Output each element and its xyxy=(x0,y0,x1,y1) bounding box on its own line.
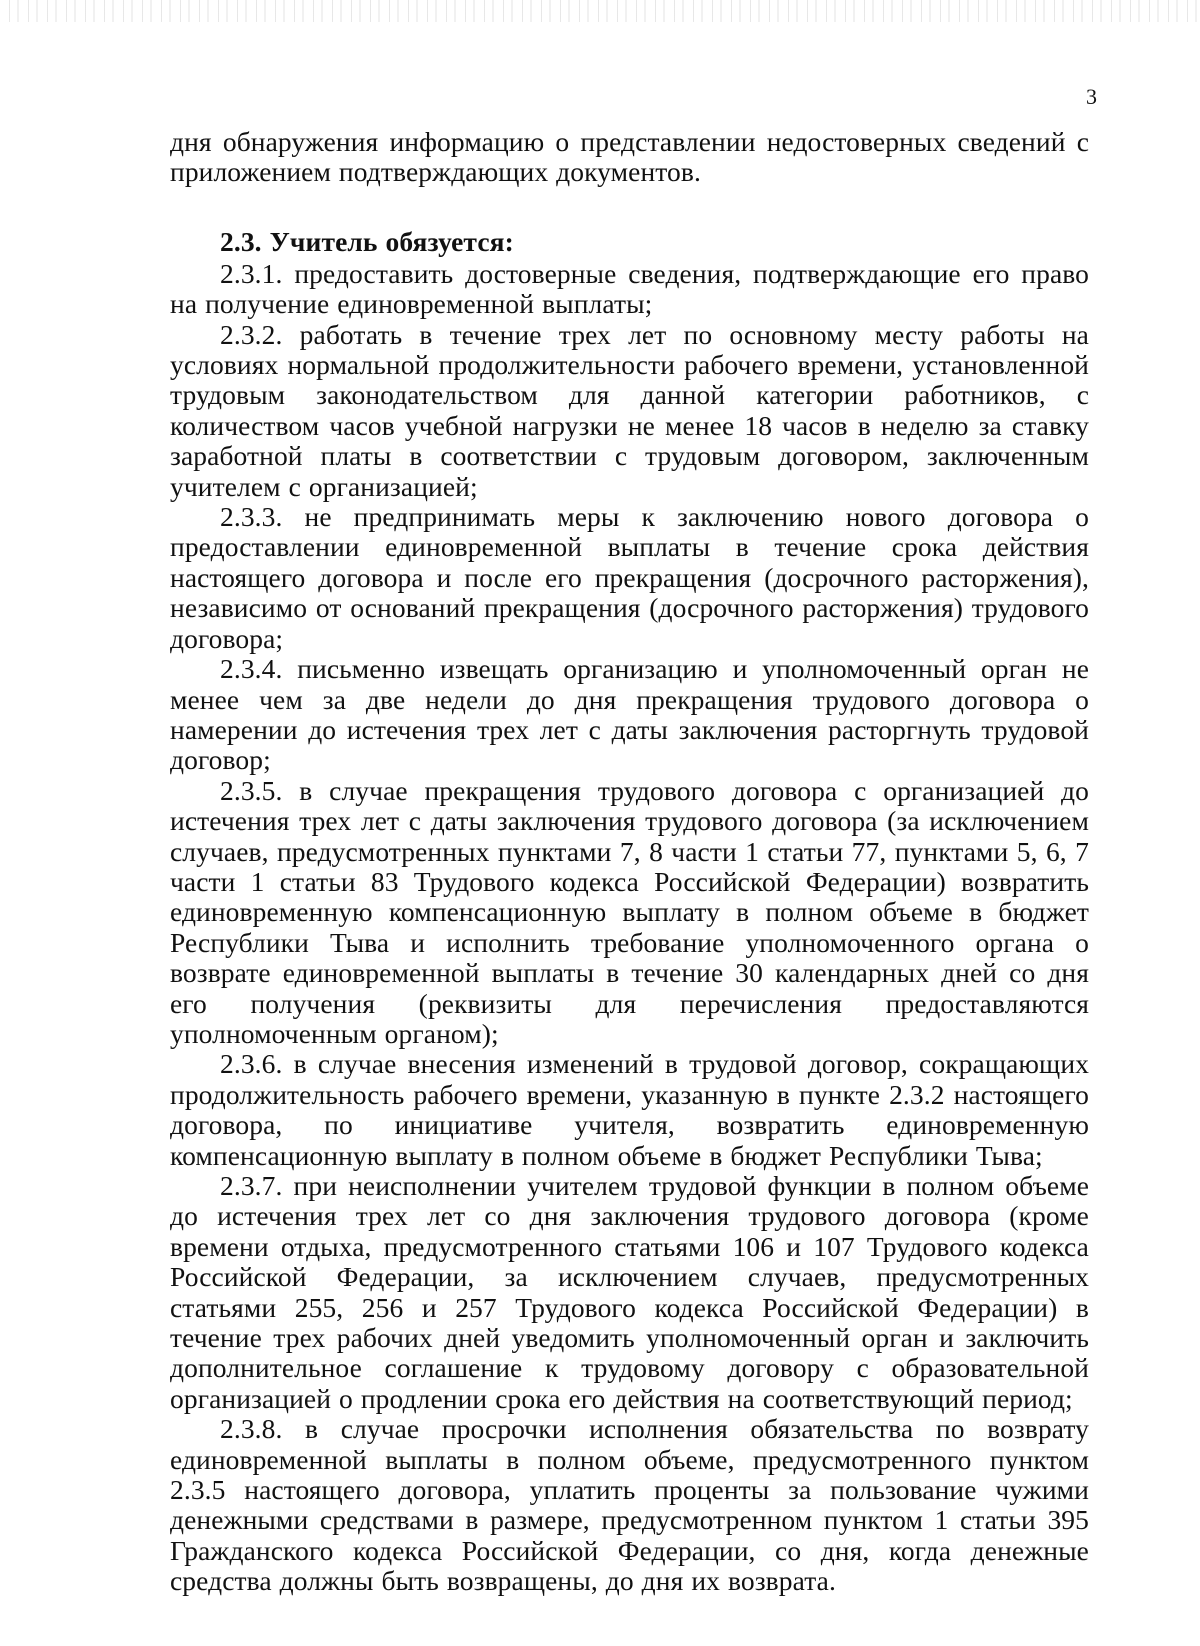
clause-2-3-1: 2.3.1. предоставить достоверные сведения, подтверждающие его право на получение единовременной выплаты; xyxy=(170,257,1089,320)
clause-2-3-4: 2.3.4. письменно извещать организацию и уполномоченный орган не менее чем за две недели до дня прекращения трудового договора о намерении до истечения трех лет с даты заключения расторгнуть трудовой договор; xyxy=(170,653,1089,776)
section-heading: 2.3. Учитель обязуется: xyxy=(220,225,514,257)
clause-2-3-5: 2.3.5. в случае прекращения трудового договора с организацией до истечения трех лет с даты заключения трудового договора (за исключением случаев, предусмотренных пунктами 7, 8 части 1 статьи 77, пунктами 5, 6, 7 части 1 статьи 83 Трудового кодекса Российской Федерации) возвратить единовременную компенсационную выплату в полном объеме в бюджет Республики Тыва и исполнить требование уполномоченного органа о возврате единовременной выплаты в течение 30 календарных дней со дня его получения (реквизиты для перечисления предоставляются уполномоченным органом); xyxy=(170,774,1089,1049)
clause-2-3-8: 2.3.8. в случае просрочки исполнения обязательства по возврату единовременной выплаты в полном объеме, предусмотренного пунктом 2.3.5 настоящего договора, уплатить проценты за пользование чужими денежными средствами в размере, предусмотренном пунктом 1 статьи 395 Гражданского кодекса Российской Федерации, со дня, когда денежные средства должны быть возвращены, до дня их возврата. xyxy=(170,1413,1089,1597)
scan-top-edge xyxy=(0,0,1200,22)
document-body xyxy=(170,127,1089,1597)
clause-2-3-7: 2.3.7. при неисполнении учителем трудовой функции в полном объеме до истечения трех лет со дня заключения трудового договора (кроме времени отдыха, предусмотренного статьями 106 и 107 Трудового кодекса Российской Федерации, за исключением случаев, предусмотренных статьями 255, 256 и 257 Трудового кодекса Российской Федерации) в течение трех рабочих дней уведомить уполномоченный орган и заключить дополнительное соглашение к трудовому договору с образовательной организацией о продлении срока его действия на соответствующий период; xyxy=(170,1170,1089,1414)
page-number: 3 xyxy=(1086,84,1097,109)
clause-2-3-3: 2.3.3. не предпринимать меры к заключению нового договора о предоставлении единовременной выплаты в течение срока действия настоящего договора и после его прекращения (досрочного расторжения), независимо от оснований прекращения (досрочного расторжения) трудового договора; xyxy=(170,501,1089,654)
clause-2-3-2: 2.3.2. работать в течение трех лет по основному месту работы на условиях нормальной продолжительности рабочего времени, установленной трудовым законодательством для данной категории работников, с количеством часов учебной нагрузки не менее 18 часов в неделю за ставку заработной платы в соответствии с трудовым договором, заключенным учителем с организацией; xyxy=(170,318,1089,502)
clause-2-3-6: 2.3.6. в случае внесения изменений в трудовой договор, сокращающих продолжительность рабочего времени, указанную в пункте 2.3.2 настоящего договора, по инициативе учителя, возвратить единовременную компенсационную выплату в полном объеме в бюджет Республики Тыва; xyxy=(170,1048,1089,1171)
intro-paragraph: дня обнаружения информацию о представлении недостоверных сведений с приложением подтверждающих документов. xyxy=(170,126,1089,188)
